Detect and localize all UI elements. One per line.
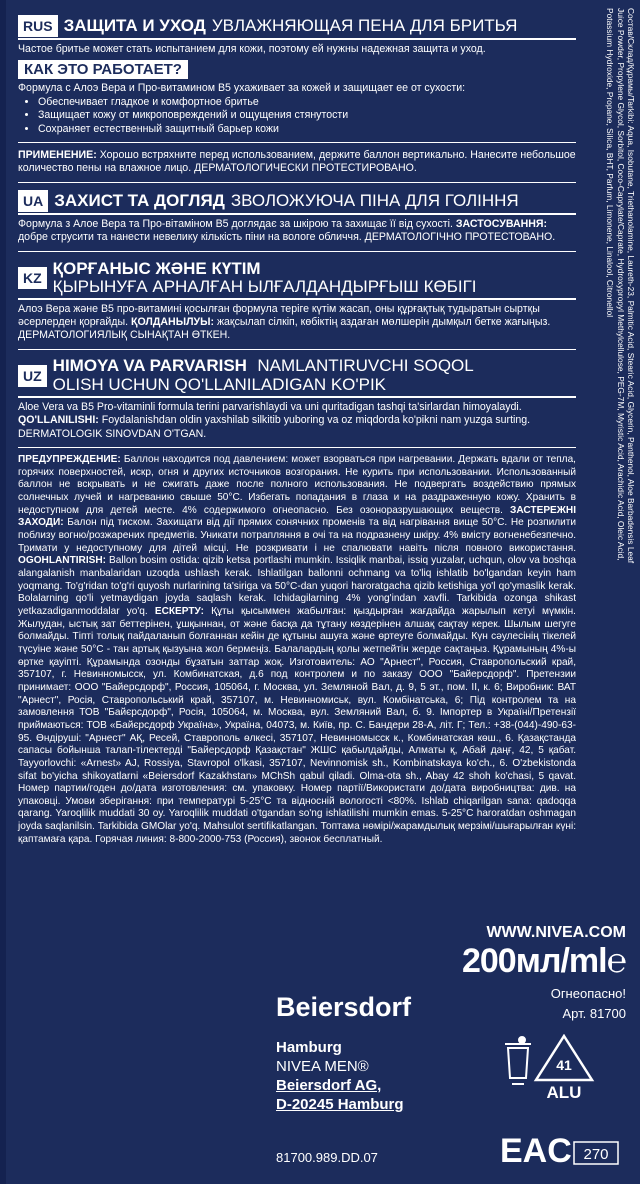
rus-language-tag: RUS [18,15,58,37]
article-number: Арт. 81700 [562,1006,626,1021]
rus-subtitle: УВЛАЖНЯЮЩАЯ ПЕНА ДЛЯ БРИТЬЯ [211,16,518,35]
rus-header [18,14,576,40]
manufacturer-info: Изготовитель: АО "Арнест", Россия, Ставропольский край, 357107, г. Невинномысск, ул. Комбинатская, д.6 под контролем и по заказу ООО "Байерсдорф". Претензии принимает: ООО "Байерсдорф", Россия, 105064, г. Москва, ул. Земляной Вал, д. 9, 5 эт., пом. II, к. 6; Виробник: ВАТ "Арнест", Росія, Ставропольський край, 357107, м. Невинномиськ, вул. Комбінатська, 6; Під контролем та на замовлення ТОВ "Байєрсдорф", Росія, 105064, м. Москва, вул. Земляний Вал, б. 9. Імпортер в Україні/Претензії приймаються: ТОВ «Байєрсдорф Україна», Україна, 04073, м. Київ, пр. С. Бандери 28-А, літ. Г; Тел.: +38-(044)-490-63-95. Өндіруші: "Арнест" АҚ, Ресей, Ставрополь өлкесі, 357107, Невинномысск к., Комбинатская көш., 6. Қазақстанда сапасы бойынша талап-тілектерді "Байерсдорф Қазақстан" ЖШС қабылдайды, Алматы қ, Абай даңғ, 42, 5 қабат. Tayyorlovchi: «Arnest» AJ, Rossiya, Stavropol o'lkasi, 357107, Nevinnomisk sh., Kombinatskaya ko'ch., 6. O'zbekistonda sifat bo'yicha shikoyatlarni «Beiersdorf Kazakhstan» MChSh qabul qiladi. Olma-ota sh., Abay 42 shoh ko'chasi, 5 qavat. Номер партии/годен до/дата изготовления: см. упаковку. Номер партії/Використати до/дата виробництва: див. на упаковці. Умови зберігання: при температурі 5-25°С та відносній вологості <80%. Ishlab chiqarilgan sana: qadoqqa qarang. Yaroqlilik muddati 30 oy. Yaroqlilik muddati o'tgandan so'ng ishlatilishi mumkin emas. 5-25°C haroratdan oshmagan joyda saqlanilsin. Tarkibida GMOlar yo'q. Mahsulot sertifikatlangan. Топтама нөмірі/жарамдылық мерзімі/шығарылған күні: қаптамаға қара. Горячая линия: 8-800-2000-753 (Россия), звонок бесплатный. [18,656,576,845]
ua-text [18,218,576,245]
volume-value: 200мл/ml [461,942,607,980]
ua-warning-label: ЗАСТЕРЕЖНІ ЗАХОДИ: [18,504,576,529]
divider [18,182,576,183]
uz-warning-text: Ballon bosim ostida: qizib ketsa portlashi mumkin. Issiqlik manbai, issiq yuzalar, uchqun, olov va boshqa alangalanish manbalaridan uzoqda ushlash kerak. Ishlatilgan ballonni ochmang va to'liq ishlatib bo'lgandan keyin ham yoqmang. To'g'ridan to'g'ri quyosh nurlarining ta'siriga va 50°C-dan yuqori haroratgacha qizib ketishiga yo'l qo'ymaslik kerak. Bolalarning qo'li yetmaydigan joyda saqlash kerak. Ichidagilarning 4% yong'indan xavfli. Tarkibida ozonga shikast yetkazadiganmoddalar yo'q. [18,555,576,617]
kz-warning-label: ЕСКЕРТУ: [154,605,204,617]
rus-usage-label: ПРИМЕНЕНИЕ: [18,149,97,162]
kz-text-2: жақсылап сілкіп, көбіктің аздаған мөлшерін дымқыл бетке жағыңыз. ДЕРМАТОЛОГИЯЛЫҚ СЫНАҚТАН ӨТКЕН. [18,316,551,342]
recycling-icons [496,1034,632,1174]
kz-header [18,258,576,300]
ua-language-tag: UA [18,190,48,212]
eac-mark: EAC [500,1132,572,1170]
divider [18,251,576,252]
beiersdorf-logo: Beiersdorf [276,992,412,1022]
batch-code: 81700.989.DD.07 [276,1150,378,1165]
rus-warning-text: Баллон находится под давлением: может взорваться при нагревании. Держать вдали от тепла, горячих поверхностей, искр, огня и других источников возгорания. Не курить при использовании. Использованный баллон не вскрывать и не сжигать даже после полного использования. Не подвергать воздействию прямых солнечных лучей и нагреванию свыше 50°С. Избегать попадания в глаза и на раздраженную кожу. Хранить в недоступном для детей месте. 4% содержимого огнеопасно. Без озоноразрушающих веществ. [18,454,576,516]
kz-warning-text: Құты қысыммен жабылған: қыздырған жағдайда жарылып кетуі мүмкін. Жылудан, ыстық зат беттерінен, ұшқыннан, от және басқа да тұтану көздерінен алшақ сақтау керек. Шылым шегуге болмайды. Тіпті толық пайдаланып болғаннан кейін де құтыны ашуға және өртеуге болмайды. Күн сәулесінің тікелей түсуіне және 50°С - тан артық қызуына жол бермеңіз. Балалардың қолы жетпейтін жерде сақтаңыз. Құрамының 4%-ы өртке қауіпті. Құрамында озонды бұзатын заттар жоқ. [18,605,576,668]
benefit-item: • Сохраняет естественный защитный барьер кожи [38,123,576,136]
address-company [276,1076,404,1095]
kz-text [18,303,576,343]
website: WWW.NIVEA.COM [486,924,626,941]
kz-subtitle: ҚЫРЫНУҒА АРНАЛҒАН ЫЛҒАЛДАНДЫРҒЫШ КӨБІГІ [52,276,477,296]
warnings-block [18,454,576,846]
divider [18,142,576,143]
box-number: 270 [583,1146,609,1163]
address-brand: NIVEA MEN® [276,1058,369,1075]
postcode: D-20245 Hamburg [276,1096,404,1113]
divider [18,349,576,350]
uz-usage-label: QO'LLANILISHI: [18,414,99,427]
benefit-item: • Защищает кожу от микроповреждений и ощущения стянутости [38,109,576,122]
waste-bin-icon [505,1037,531,1084]
rus-how-intro: Формула с Алоэ Вера и Про-витамином В5 ухаживает за кожей и защищает ее от сухости: [18,82,466,95]
uz-warning-label: OGOHLANTIRISH: [18,555,107,567]
rus-benefits-list [18,96,576,136]
address-postcode [276,1095,404,1114]
ua-text-2: добре струсити та нанести невелику кількість піни на вологе обличчя. ДЕРМАТОЛОГІЧНО ПРОТЕСТОВАНО. [18,231,556,244]
uz-language-tag: UZ [18,365,47,387]
ingredients-text: Состав/Склад/Құрамы/Tarkibi: Aqua, Isobutane, Triethanolamine, Laureth-23, Palmitic Acid, Stearic Acid, Glycerin, Panthenol, Aloe Barbadensis Leaf Juice Powder, Propylene Glycol, Sorbitol, Coco-Caprylate/Caprate, Hydroxypropyl Methylcellulose, PEG-7M, Myristic Acid, Arachidic Acid, Oleic Acid, Potassium Hydroxide, Propane, Silica, BHT, Parfum, Limonene, Linalool, Citronellol [605,8,636,564]
company-name: Beiersdorf AG, [276,1077,382,1094]
uz-text [18,401,576,441]
manufacturer-address [276,1038,404,1114]
uz-title: HIMOYA VA PARVARISH [52,356,247,376]
recycle-label: ALU [546,1083,582,1102]
ua-header [18,189,576,215]
rus-warning-label: ПРЕДУПРЕЖДЕНИЕ: [18,454,121,466]
label-main-text [18,14,576,846]
rus-usage [18,149,576,176]
ua-warning-text: Балон під тиском. Захищати від дії прямих сонячних променів та від нагрівання вище 50°С. Не розпилити поблизу вогню/розжарених предметів. Уникати потрапляння в очі та на подразнену шкіру. 4% вмісту вогненебезпечно. Тримати у недоступному для дітей місці. Не розкривати і не спалювати навіть після повного використання. [18,517,576,554]
kz-title: ҚОРҒАНЫС ЖӘНЕ КҮТІМ [52,258,261,278]
rus-usage-text: Хорошо встряхните перед использованием, держите баллон вертикально. Нанесите небольшое количество пены на влажное лицо. ДЕРМАТОЛОГИЧЕСКИ ПРОТЕСТИРОВАНО. [18,149,576,175]
flammable-warning: Огнеопасно! [550,986,626,1001]
address-city: Hamburg [276,1039,342,1056]
volume [462,942,626,981]
uz-subtitle: NAMLANTIRUVCHI SOQOL [257,356,474,376]
uz-header [18,356,576,398]
ingredients-vertical [584,8,636,576]
rus-title: ЗАЩИТА И УХОД [63,16,206,35]
label-edge [0,0,6,1184]
divider [18,447,576,448]
kz-usage-label: ҚОЛДАНЫЛУЫ: [130,316,215,329]
ua-subtitle: ЗВОЛОЖУЮЧА ПІНА ДЛЯ ГОЛІННЯ [230,190,519,210]
kz-text-1: Алоэ Вера және В5 про-витамині қосылған формула теріге күтім жасап, оны құрғақтық тудыратын сыртқы әсерлерден қорғайды. [18,302,540,329]
ua-title: ЗАХИСТ ТА ДОГЛЯД [54,190,225,210]
ua-usage-label: ЗАСТОСУВАННЯ: [455,217,548,230]
how-it-works-title: КАК ЭТО РАБОТАЕТ? [18,60,188,79]
rus-intro: Частое бритье может стать испытанием для кожи, поэтому ей нужны надежная защита и уход. [18,43,486,55]
uz-title-line [53,357,474,376]
benefit-item: • Обеспечивает гладкое и комфортное бритье [38,96,576,109]
uz-subtitle-2: OLISH UCHUN QO'LLANILADIGAN KO'PIK [52,375,387,395]
uz-text-2: Foydalanishdan oldin yaxshilab silkitib yuboring va oz miqdorda ko'pikni nam yuzga surting. DERMATOLOGIK SINOVDAN O'TGAN. [18,414,531,440]
recycle-number: 41 [556,1057,572,1073]
ua-text-1: Формула з Алое Вера та Про-вітаміном В5 доглядає за шкірою та захищає її від сухості. [18,217,456,230]
kz-language-tag: KZ [18,267,47,289]
uz-text-1: Aloe Vera va B5 Pro-vitaminli formula terini parvarishlaydi va uni quritadigan tashqi ta'sirlardan himoyalaydi. [18,400,522,413]
estimated-sign: ℮ [606,942,626,980]
